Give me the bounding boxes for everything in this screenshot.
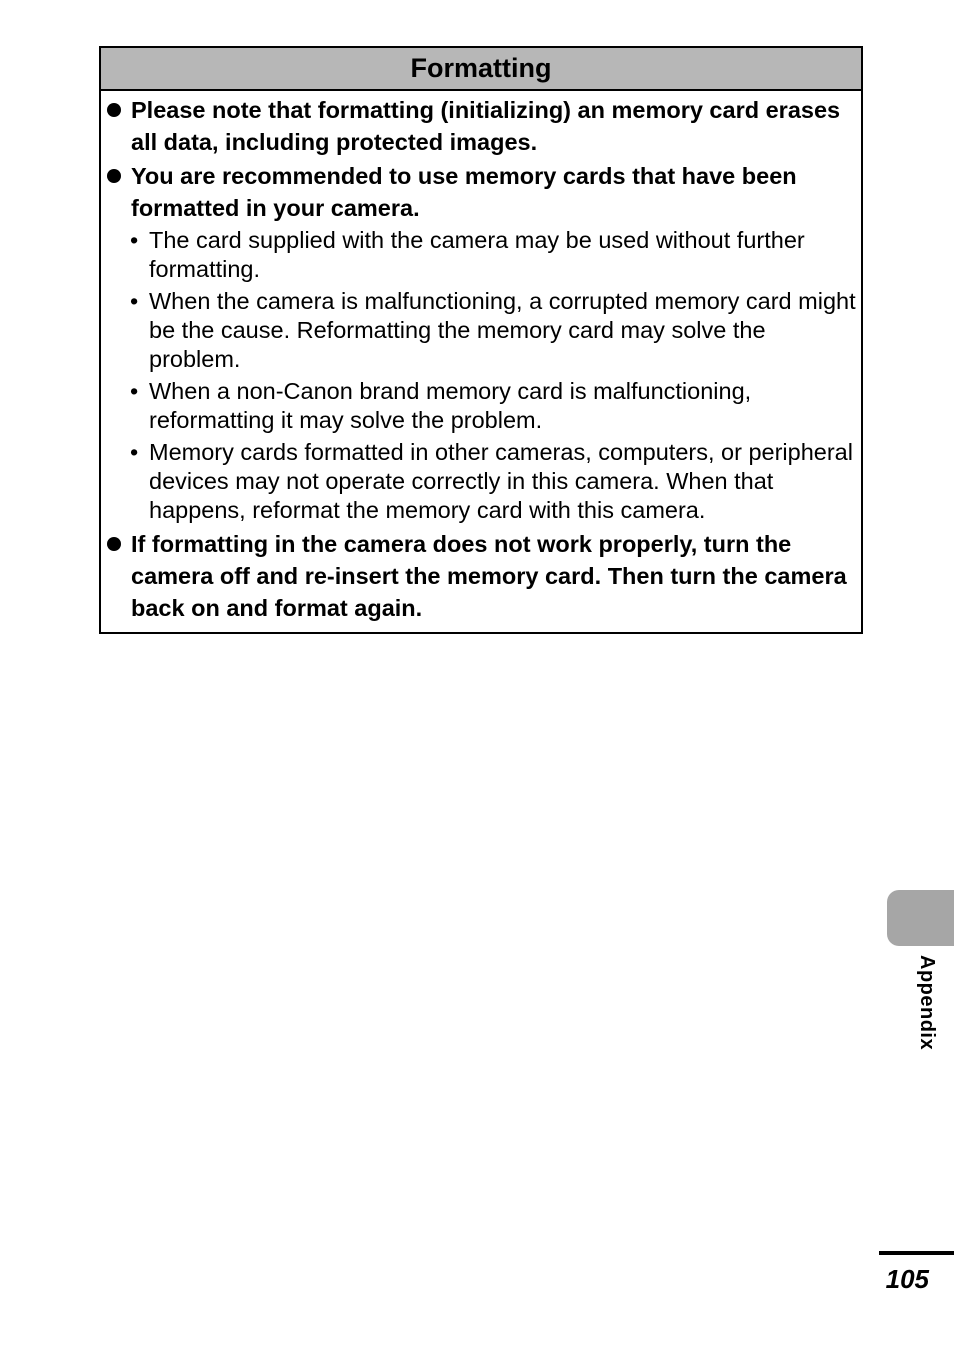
sub-list [101,226,861,525]
main-item [101,94,861,158]
sub-item [101,287,861,374]
sub-item-text: When a non-Canon brand memory card is malfunctioning, reformatting it may solve the problem. [149,378,752,433]
page-number-rule [879,1251,954,1255]
main-item [101,160,861,224]
sub-item [101,377,861,435]
sub-item-text: The card supplied with the camera may be used without further formatting. [149,227,805,282]
sub-item [101,226,861,284]
section-tab-label: Appendix [916,955,938,1051]
small-bullet-icon: • [130,227,139,253]
bullet-dot-icon [107,169,121,183]
sub-item-text: Memory cards formatted in other cameras, computers, or peripheral devices may not operate correctly in this camera. When that happens, reformat the memory card with this camera. [149,439,853,523]
main-item-text: You are recommended to use memory cards that have been formatted in your camera. [131,163,797,221]
main-item-text: If formatting in the camera does not work properly, turn the camera off and re-insert the memory card. Then turn the camera back on and format again. [131,531,847,621]
small-bullet-icon: • [130,439,139,465]
section-tab [887,890,954,946]
main-item [101,528,861,624]
sub-item [101,438,861,525]
small-bullet-icon: • [130,378,139,404]
main-item-text: Please note that formatting (initializing) an memory card erases all data, including protected images. [131,97,841,155]
box-title: Formatting [101,48,861,91]
bullet-dot-icon [107,537,121,551]
sub-item-text: When the camera is malfunctioning, a corrupted memory card might be the cause. Reformatting the memory card may solve the problem. [149,288,856,372]
formatting-notice-box [99,46,863,634]
small-bullet-icon: • [130,288,139,314]
box-body [101,91,861,632]
page-number: 105 [885,1264,929,1294]
bullet-dot-icon [107,103,121,117]
